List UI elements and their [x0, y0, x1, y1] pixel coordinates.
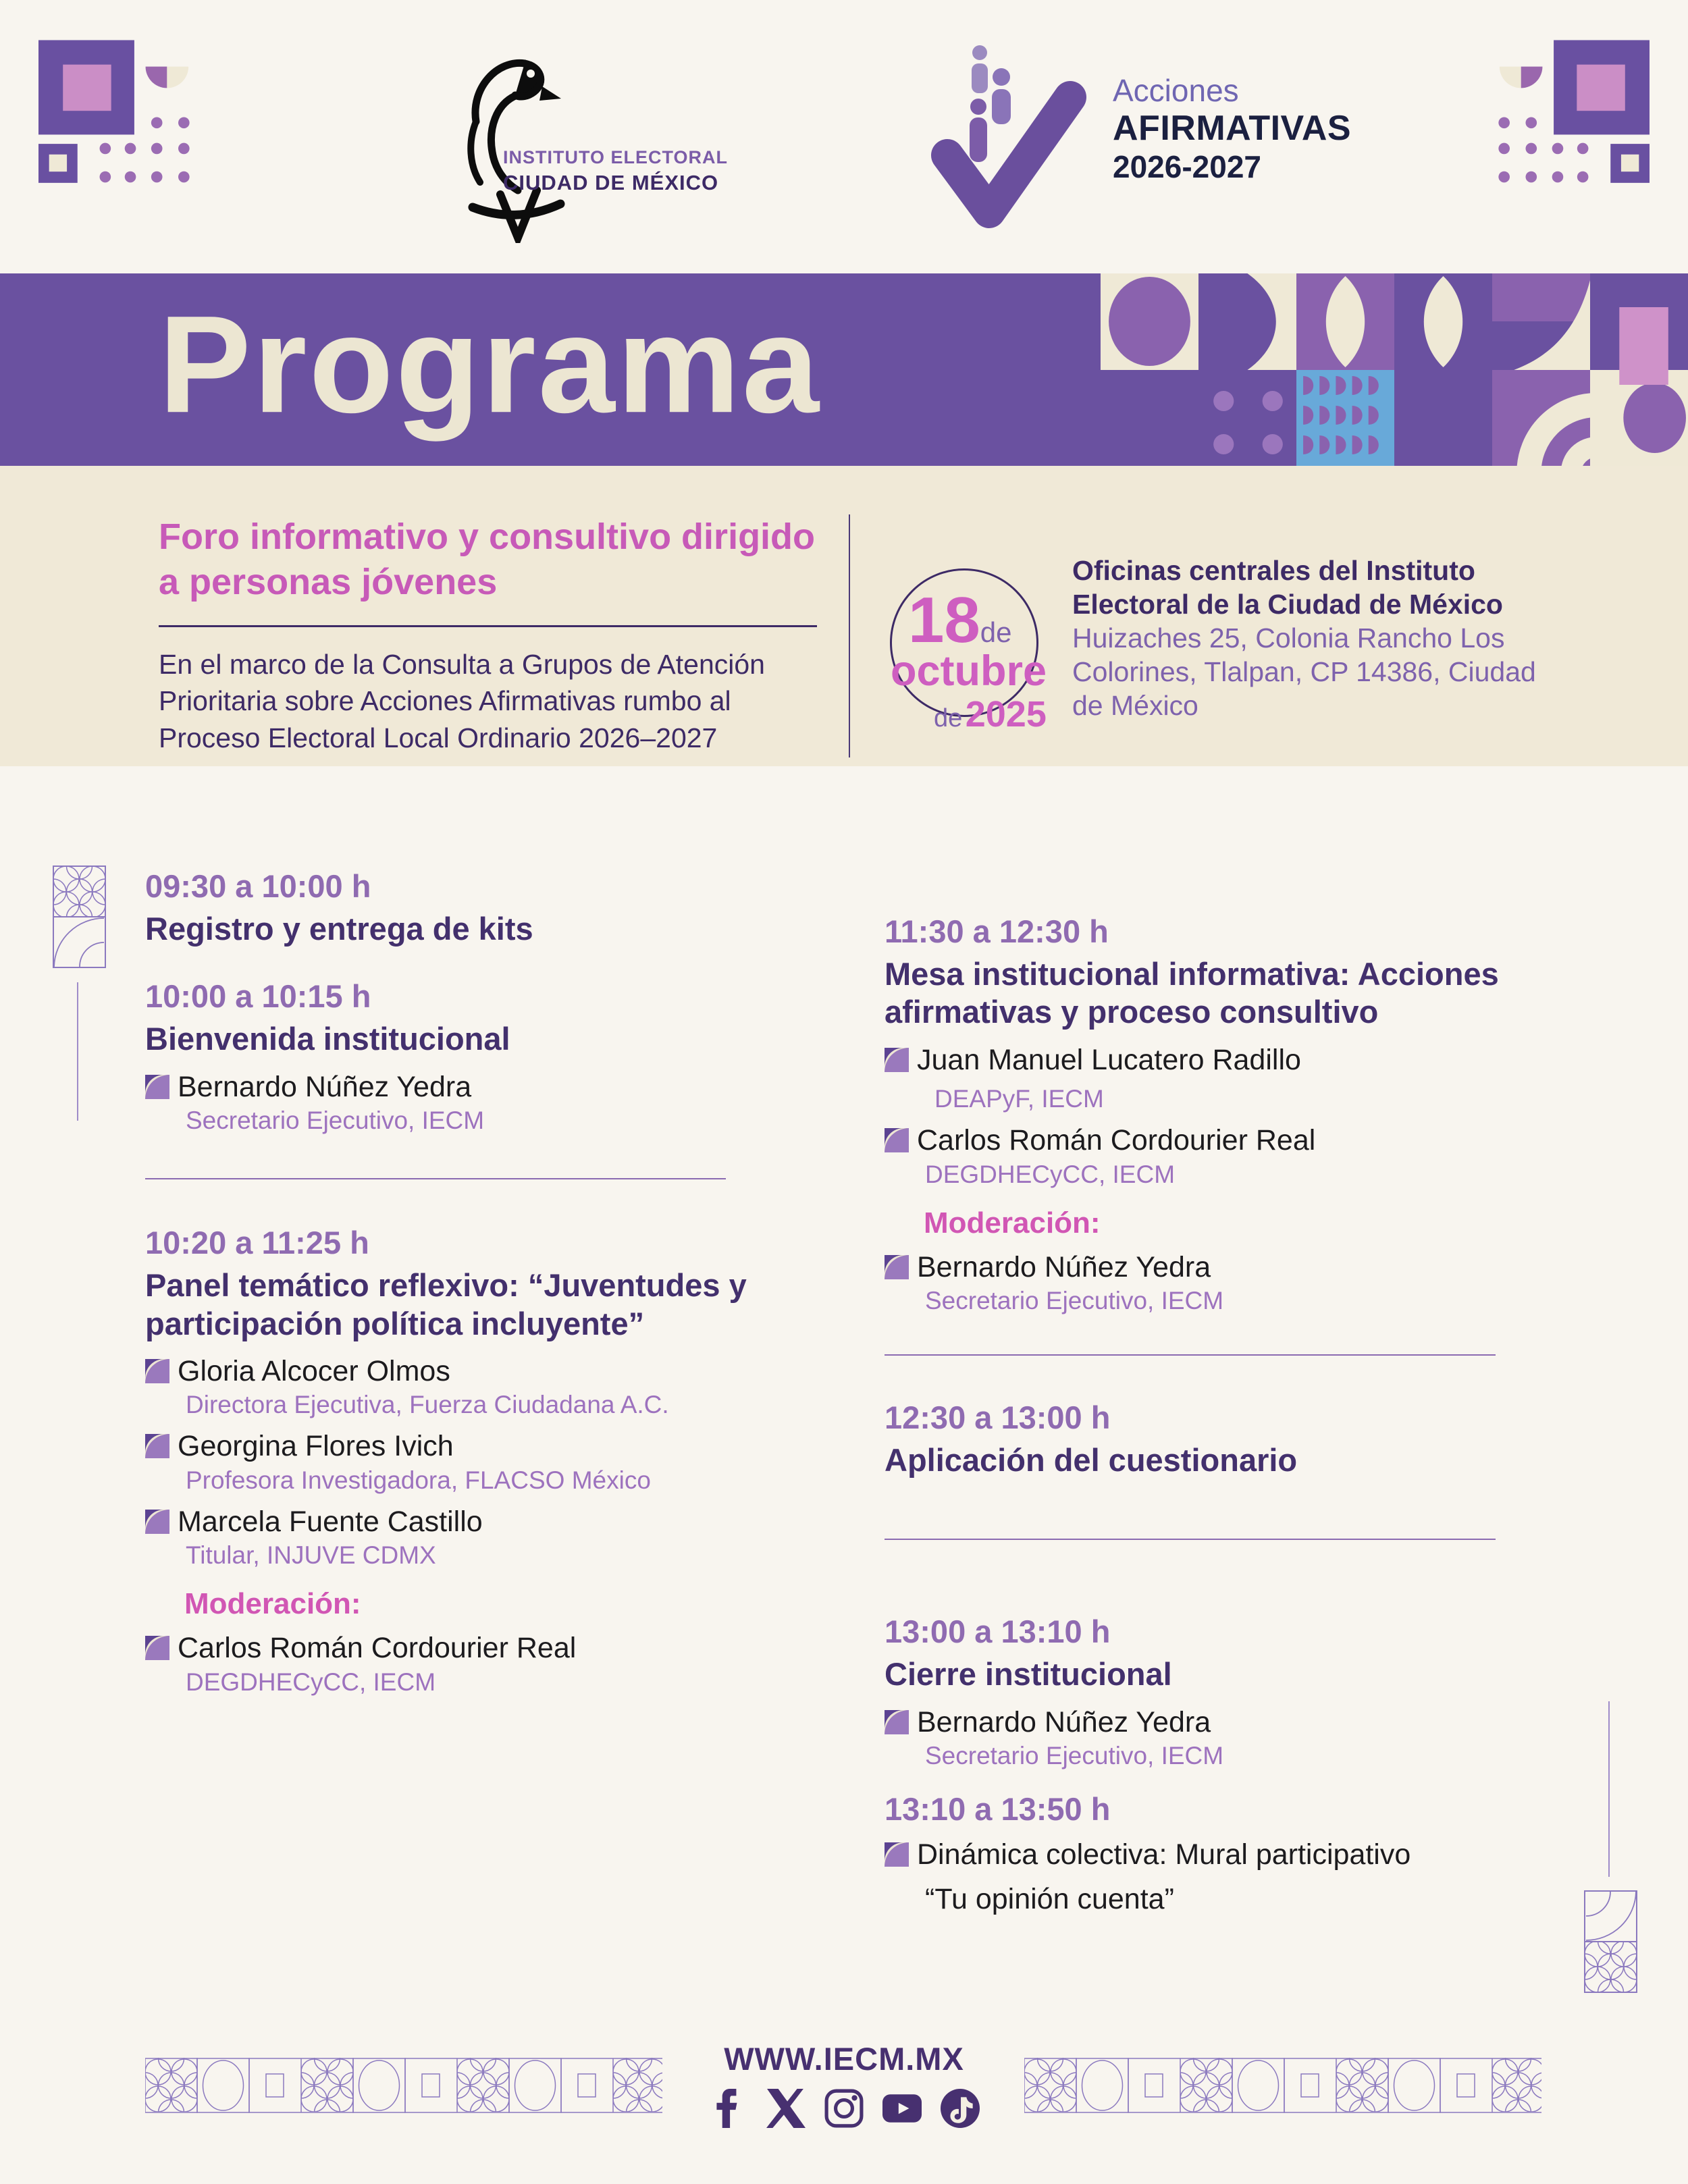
- iecm-bird-icon: [436, 41, 571, 243]
- session-time: 09:30 a 10:00 h: [145, 868, 371, 904]
- speaker-name: Georgina Flores Ivich: [178, 1430, 454, 1463]
- date-year-row: [934, 693, 1047, 735]
- bullet-icon: [885, 1710, 909, 1734]
- corner-ornament-left: [38, 38, 194, 194]
- bullet-icon: [145, 1434, 169, 1458]
- activity-quote: “Tu opinión cuenta”: [925, 1882, 1174, 1915]
- session-time: 11:30 a 12:30 h: [885, 913, 1109, 949]
- aa-logo-line2: AFIRMATIVAS: [1113, 109, 1352, 148]
- speaker-row: [885, 1044, 1550, 1077]
- iecm-logo-line2: CIUDAD DE MÉXICO: [503, 171, 719, 194]
- moderation-label: Moderación:: [924, 1206, 1101, 1240]
- instagram-icon[interactable]: [824, 2089, 864, 2128]
- website-url[interactable]: WWW.IECM.MX: [724, 2041, 964, 2077]
- program-banner: [0, 273, 1688, 466]
- speaker-row: [145, 1506, 797, 1539]
- x-icon[interactable]: [766, 2089, 806, 2128]
- session-title: Aplicación del cuestionario: [885, 1442, 1298, 1479]
- date-de: de: [980, 616, 1012, 648]
- bullet-icon: [145, 1636, 169, 1660]
- youtube-icon[interactable]: [882, 2089, 922, 2128]
- schedule-ornament-right: [1583, 1890, 1637, 1993]
- date-day-row: [908, 584, 1012, 656]
- speaker-role: DEGDHECyCC, IECM: [186, 1668, 436, 1696]
- tiktok-icon[interactable]: [941, 2089, 980, 2128]
- bullet-icon: [885, 1842, 909, 1867]
- bullet-icon: [145, 1359, 169, 1383]
- banner-mosaic-decoration: [1101, 273, 1688, 466]
- speaker-row: [885, 1706, 1550, 1739]
- left-margin-line: [77, 982, 78, 1121]
- date-year: 2025: [965, 694, 1047, 735]
- bullet-icon: [885, 1048, 909, 1072]
- session-title: Registro y entrega de kits: [145, 911, 533, 947]
- acciones-afirmativas-logo: [924, 42, 1356, 244]
- iecm-logo: [436, 41, 760, 243]
- iecm-logo-line1: INSTITUTO ELECTORAL: [503, 147, 729, 167]
- speaker-name: Gloria Alcocer Olmos: [178, 1355, 450, 1387]
- session-time: 10:00 a 10:15 h: [145, 978, 371, 1015]
- speaker-row: [885, 1124, 1550, 1157]
- speaker-name: Marcela Fuente Castillo: [178, 1505, 483, 1538]
- section-divider: [145, 1178, 726, 1179]
- speaker-role: Directora Ejecutiva, Fuerza Ciudadana A.C.: [186, 1391, 669, 1419]
- speaker-row: [145, 1430, 797, 1463]
- session-title: Bienvenida institucional: [145, 1021, 510, 1057]
- speaker-name: Bernardo Núñez Yedra: [178, 1070, 472, 1103]
- activity-name: Dinámica colectiva: Mural participativo: [917, 1838, 1411, 1871]
- vertical-divider: [849, 514, 850, 757]
- schedule-ornament-left: [53, 865, 107, 968]
- right-margin-line: [1608, 1701, 1610, 1877]
- session-time: 13:10 a 13:50 h: [885, 1791, 1111, 1828]
- speaker-role: Secretario Ejecutivo, IECM: [925, 1287, 1224, 1315]
- bullet-icon: [145, 1075, 169, 1099]
- schedule-left-column: [145, 868, 797, 1706]
- session-title: Cierre institucional: [885, 1656, 1172, 1693]
- speaker-role: Titular, INJUVE CDMX: [186, 1541, 436, 1570]
- page-title: Programa: [159, 286, 822, 442]
- social-icons-row: [0, 2089, 1688, 2128]
- bullet-icon: [885, 1255, 909, 1279]
- checkmark-people-icon: [924, 42, 1092, 231]
- bullet-icon: [145, 1510, 169, 1534]
- event-title-block: [159, 514, 824, 756]
- corner-ornament-right: [1494, 38, 1650, 194]
- session-title: Mesa institucional informativa: Acciones afirmativas y proceso consultivo: [885, 956, 1499, 1030]
- date-month: octubre: [891, 647, 1047, 695]
- activity-row: [885, 1838, 1550, 1871]
- section-divider: [885, 1539, 1496, 1540]
- speaker-row: [145, 1071, 797, 1104]
- section-divider: [885, 1354, 1496, 1356]
- speaker-name: Bernardo Núñez Yedra: [917, 1705, 1211, 1738]
- speaker-row: [145, 1355, 797, 1388]
- speaker-role: Secretario Ejecutivo, IECM: [186, 1107, 485, 1135]
- facebook-icon[interactable]: [708, 2089, 747, 2128]
- venue-address: Huizaches 25, Colonia Rancho Los Colorines, Tlalpan, CP 14386, Ciudad de México: [1072, 622, 1536, 722]
- speaker-row: [885, 1251, 1550, 1284]
- aa-logo-line3: 2026-2027: [1113, 149, 1261, 184]
- speaker-role: Secretario Ejecutivo, IECM: [925, 1742, 1224, 1770]
- speaker-row: [145, 1632, 797, 1665]
- venue-line2: Electoral de la Ciudad de México: [1072, 589, 1503, 620]
- speaker-role: DEAPyF, IECM: [934, 1085, 1104, 1113]
- event-info-section: [0, 466, 1688, 766]
- event-description: En el marco de la Consulta a Grupos de Atención Prioritaria sobre Acciones Afirmativas rumbo al Proceso Electoral Local Ordinario 2026–2027: [159, 648, 765, 753]
- session-time: 13:00 a 13:10 h: [885, 1614, 1111, 1650]
- schedule-right-column: [885, 913, 1550, 1916]
- date-de2: de: [934, 704, 963, 733]
- session-time: 12:30 a 13:00 h: [885, 1400, 1111, 1436]
- moderation-label: Moderación:: [184, 1587, 361, 1621]
- speaker-role: DEGDHECyCC, IECM: [925, 1160, 1176, 1188]
- speaker-name: Carlos Román Cordourier Real: [917, 1124, 1316, 1157]
- venue-block: [1072, 554, 1538, 722]
- venue-line1: Oficinas centrales del Instituto: [1072, 555, 1475, 586]
- speaker-name: Bernardo Núñez Yedra: [917, 1250, 1211, 1283]
- speaker-role: Profesora Investigadora, FLACSO México: [186, 1466, 651, 1494]
- bullet-icon: [885, 1128, 909, 1152]
- session-time: 10:20 a 11:25 h: [145, 1225, 369, 1261]
- speaker-name: Juan Manuel Lucatero Radillo: [917, 1043, 1301, 1076]
- title-divider: [159, 625, 817, 627]
- speaker-name: Carlos Román Cordourier Real: [178, 1632, 577, 1665]
- aa-logo-line1: Acciones: [1113, 73, 1239, 108]
- event-title: Foro informativo y consultivo dirigido a personas jóvenes: [159, 516, 816, 602]
- session-title: Panel temático reflexivo: “Juventudes y participación política incluyente”: [145, 1267, 747, 1341]
- event-date-badge: [890, 568, 1047, 735]
- date-day: 18: [908, 584, 980, 656]
